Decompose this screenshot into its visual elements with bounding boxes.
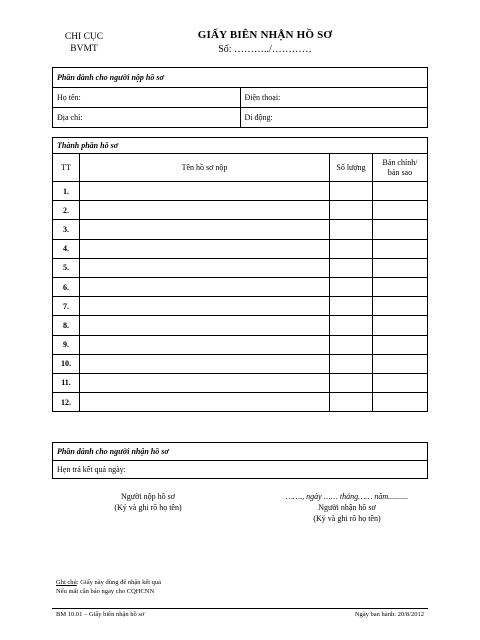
submitter-signature-block xyxy=(88,491,208,513)
document-row xyxy=(53,316,428,335)
signature-date-line: ……., ngày …… tháng…… năm.......... xyxy=(285,492,409,501)
submitter-signature-note: (Ký và ghi rõ họ tên) xyxy=(114,503,182,512)
note-block xyxy=(56,578,161,596)
document-name-cell[interactable] xyxy=(80,258,330,277)
mobile-field[interactable] xyxy=(240,108,428,128)
quantity-cell[interactable] xyxy=(330,201,373,220)
copy-type-line-1: Bản chính/ xyxy=(382,157,418,167)
receiver-signature-title: Người nhận hồ sơ xyxy=(318,503,376,512)
row-number: 4. xyxy=(53,239,80,258)
receiver-signature-block xyxy=(272,491,422,524)
documents-table xyxy=(52,137,428,412)
copy-type-cell[interactable] xyxy=(373,335,428,354)
document-row xyxy=(53,393,428,412)
document-name-cell[interactable] xyxy=(80,316,330,335)
copy-type-cell[interactable] xyxy=(373,277,428,296)
receiver-signature-note: (Ký và ghi rõ họ tên) xyxy=(313,514,381,523)
form-code: BM 10.01 – Giấy biên nhận hồ sơ xyxy=(56,611,145,618)
quantity-cell[interactable] xyxy=(330,297,373,316)
document-name-cell[interactable] xyxy=(80,297,330,316)
return-date-field[interactable] xyxy=(53,461,428,479)
row-number: 1. xyxy=(53,182,80,201)
document-row xyxy=(53,354,428,373)
quantity-cell[interactable] xyxy=(330,335,373,354)
document-name-cell[interactable] xyxy=(80,277,330,296)
row-number: 2. xyxy=(53,201,80,220)
document-row xyxy=(53,297,428,316)
column-header-quantity: Số lượng xyxy=(330,154,373,182)
document-name-cell[interactable] xyxy=(80,201,330,220)
return-date-label: Hẹn trả kết quả ngày: xyxy=(57,465,126,474)
quantity-cell[interactable] xyxy=(330,316,373,335)
quantity-cell[interactable] xyxy=(330,182,373,201)
note-line-1: : Giấy này dùng để nhận kết quả xyxy=(76,579,162,586)
document-row xyxy=(53,239,428,258)
quantity-cell[interactable] xyxy=(330,393,373,412)
quantity-cell[interactable] xyxy=(330,277,373,296)
agency-line-2: BVMT xyxy=(70,44,98,54)
row-number: 11. xyxy=(53,373,80,392)
document-name-cell[interactable] xyxy=(80,239,330,258)
document-row xyxy=(53,277,428,296)
document-name-cell[interactable] xyxy=(80,373,330,392)
quantity-cell[interactable] xyxy=(330,354,373,373)
document-row xyxy=(53,220,428,239)
address-field[interactable] xyxy=(53,108,241,128)
row-number: 10. xyxy=(53,354,80,373)
document-name-cell[interactable] xyxy=(80,220,330,239)
row-number: 7. xyxy=(53,297,80,316)
copy-type-cell[interactable] xyxy=(373,354,428,373)
phone-label: Điện thoại: xyxy=(244,93,281,102)
column-header-name: Tên hồ sơ nộp xyxy=(80,154,330,182)
copy-type-cell[interactable] xyxy=(373,182,428,201)
submitter-heading: Phần dành cho người nộp hồ sơ xyxy=(53,68,428,88)
name-label: Họ tên: xyxy=(57,93,81,102)
documents-heading: Thành phần hồ sơ xyxy=(53,138,428,154)
agency-name xyxy=(48,31,120,55)
submitter-signature-title: Người nộp hồ sơ xyxy=(121,492,175,501)
copy-type-cell[interactable] xyxy=(373,239,428,258)
name-field[interactable] xyxy=(53,88,241,108)
row-number: 8. xyxy=(53,316,80,335)
copy-type-cell[interactable] xyxy=(373,201,428,220)
footer-divider xyxy=(52,608,428,609)
note-line-2: Nếu mất cần báo ngay cho CQHCNN xyxy=(56,588,155,595)
column-header-copy-type xyxy=(373,154,428,182)
quantity-cell[interactable] xyxy=(330,239,373,258)
quantity-cell[interactable] xyxy=(330,258,373,277)
address-label: Địa chỉ: xyxy=(57,113,83,122)
document-row xyxy=(53,373,428,392)
document-row xyxy=(53,335,428,354)
copy-type-line-2: bản sao xyxy=(387,167,413,177)
issue-date: Ngày ban hành: 20/8/2012 xyxy=(354,611,424,618)
quantity-cell[interactable] xyxy=(330,220,373,239)
mobile-label: Di động: xyxy=(244,113,273,122)
row-number: 3. xyxy=(53,220,80,239)
copy-type-cell[interactable] xyxy=(373,297,428,316)
row-number: 5. xyxy=(53,258,80,277)
row-number: 12. xyxy=(53,393,80,412)
submitter-table xyxy=(52,67,428,128)
document-row xyxy=(53,182,428,201)
copy-type-cell[interactable] xyxy=(373,258,428,277)
receiver-heading: Phần dành cho người nhận hồ sơ xyxy=(53,443,428,461)
receipt-number: Số: ………../………… xyxy=(218,44,312,55)
document-name-cell[interactable] xyxy=(80,335,330,354)
quantity-cell[interactable] xyxy=(330,373,373,392)
document-row xyxy=(53,258,428,277)
row-number: 6. xyxy=(53,277,80,296)
document-name-cell[interactable] xyxy=(80,354,330,373)
document-title: GIẤY BIÊN NHẬN HỒ SƠ xyxy=(197,29,333,41)
document-name-cell[interactable] xyxy=(80,182,330,201)
copy-type-cell[interactable] xyxy=(373,316,428,335)
copy-type-cell[interactable] xyxy=(373,220,428,239)
phone-field[interactable] xyxy=(240,88,428,108)
document-row xyxy=(53,201,428,220)
agency-line-1: CHI CỤC xyxy=(64,32,104,42)
copy-type-cell[interactable] xyxy=(373,373,428,392)
column-header-tt: TT xyxy=(53,154,80,182)
copy-type-cell[interactable] xyxy=(373,393,428,412)
document-name-cell[interactable] xyxy=(80,393,330,412)
row-number: 9. xyxy=(53,335,80,354)
note-label: Ghi chú xyxy=(56,579,77,586)
receiver-table xyxy=(52,442,428,479)
